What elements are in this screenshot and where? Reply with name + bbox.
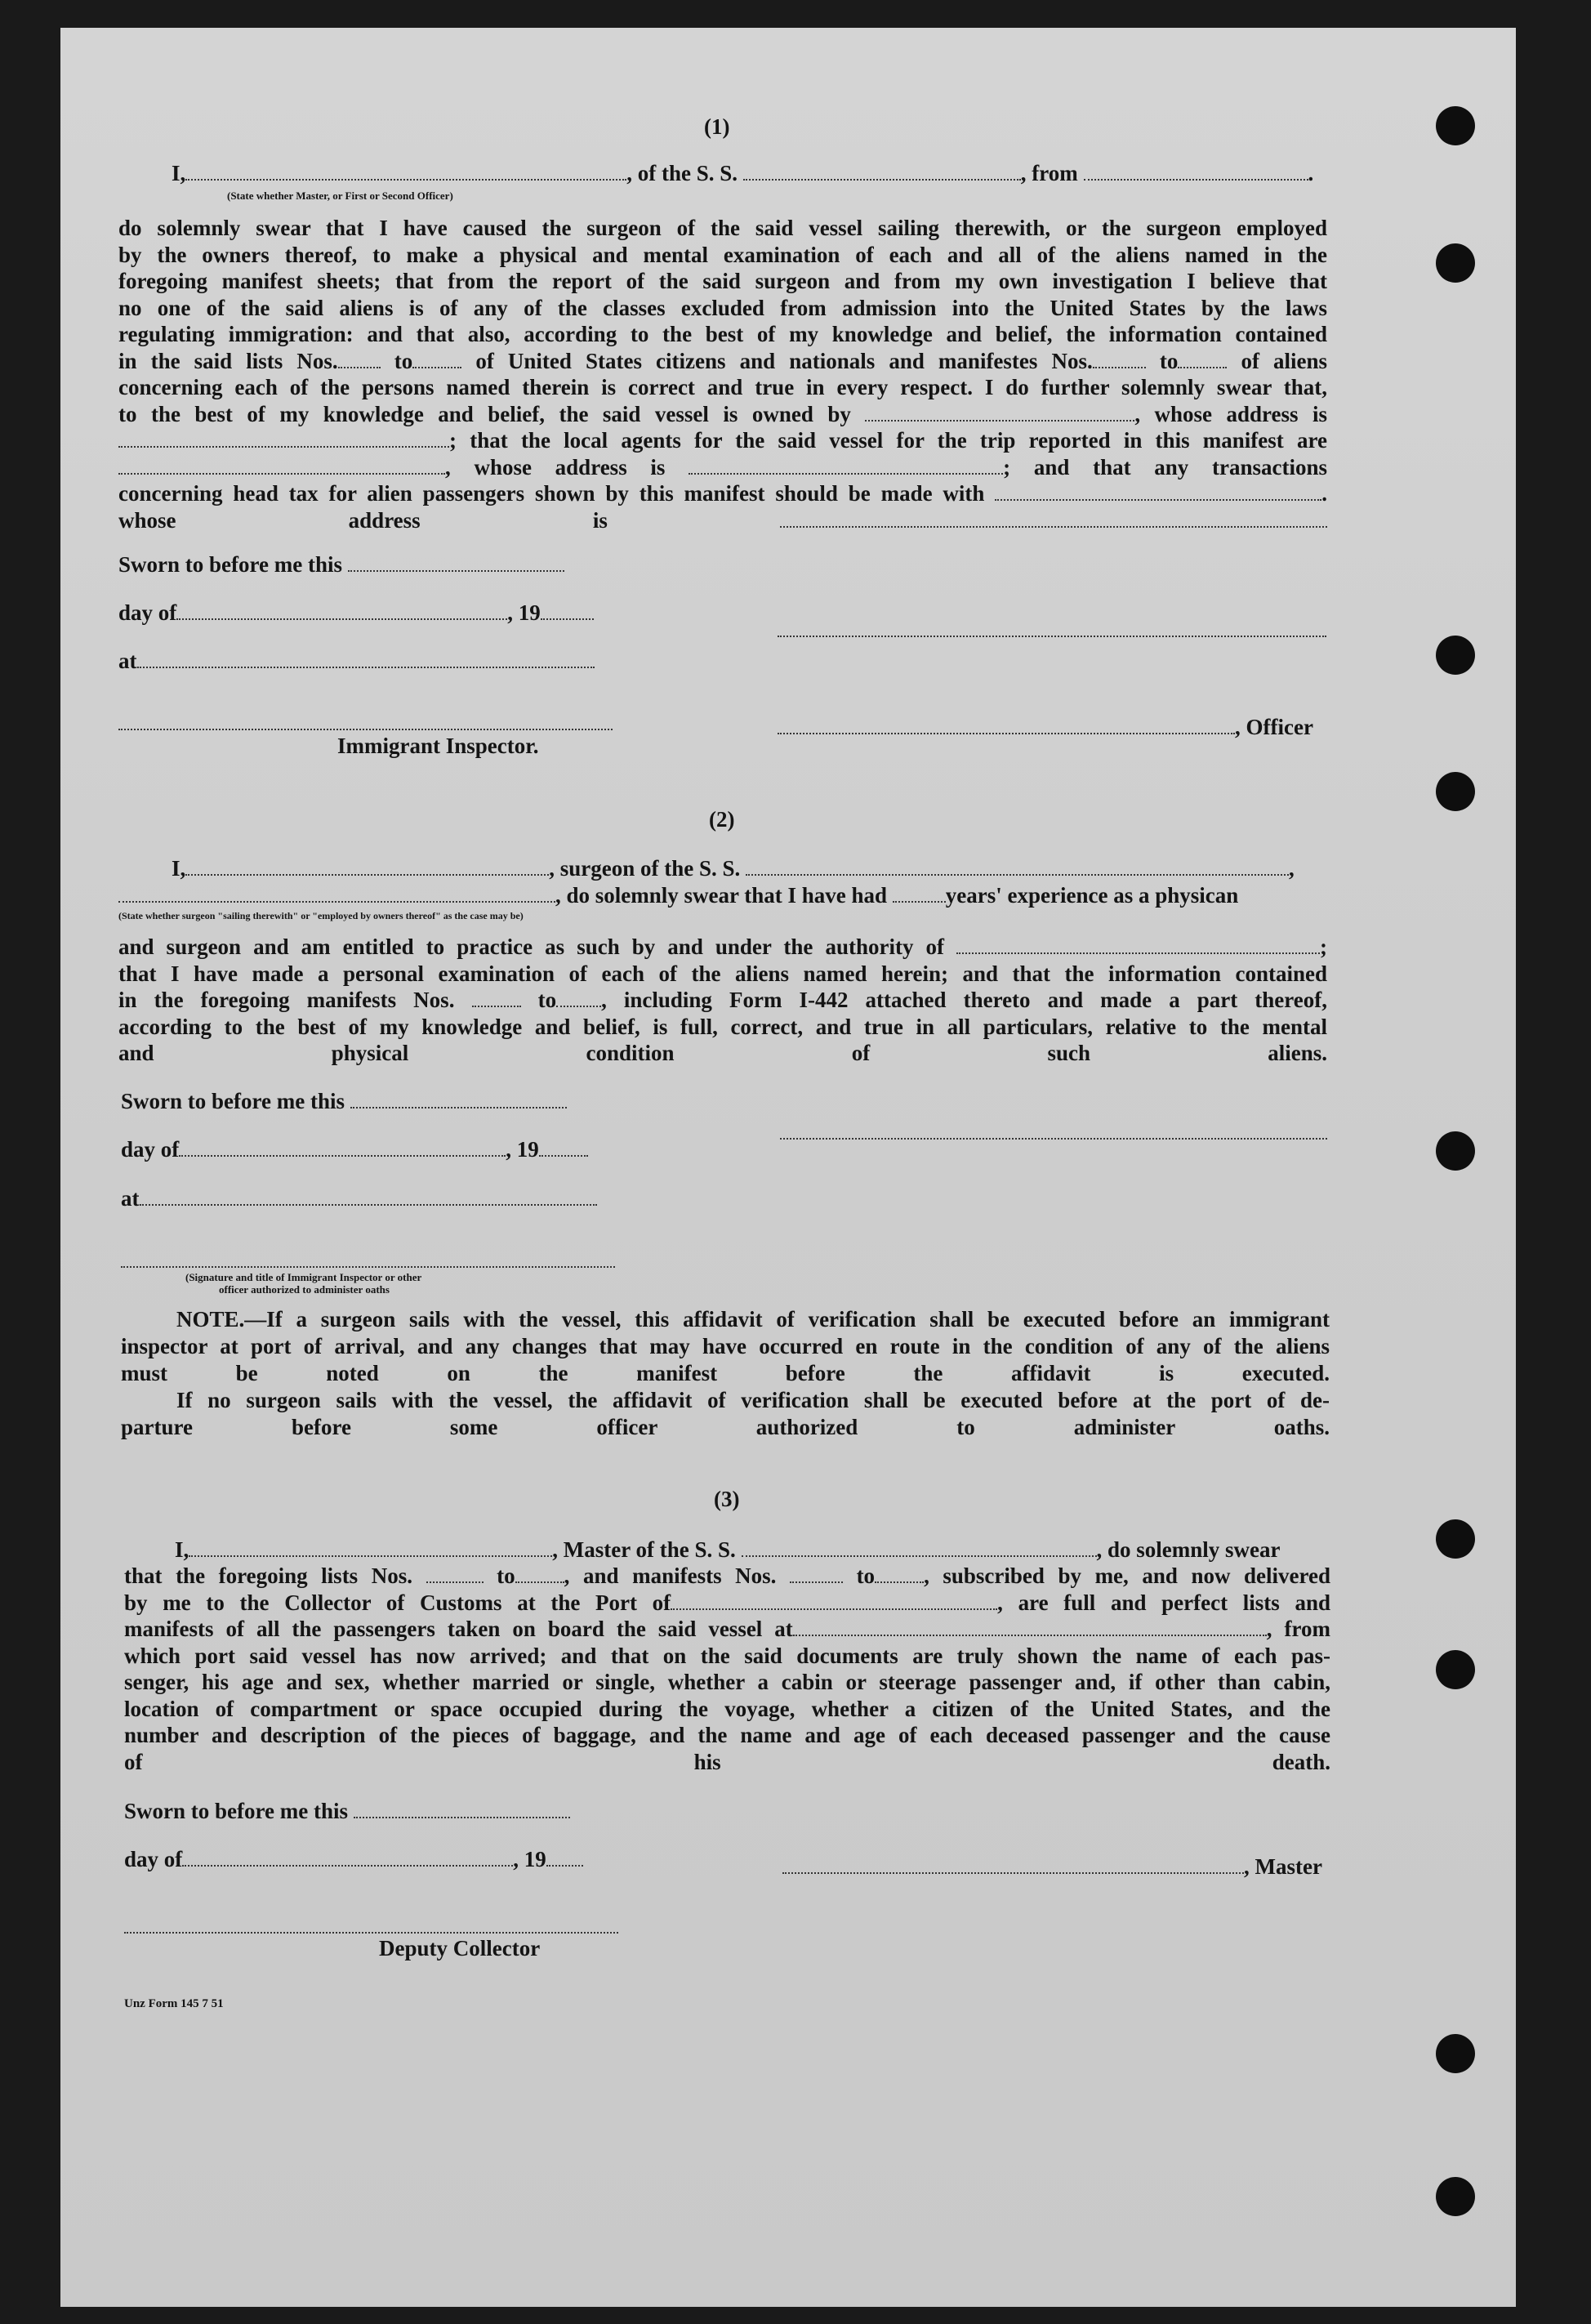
s2-manifests-to-field[interactable] — [556, 988, 601, 1007]
s3-swear-label: , do solemnly swear — [1096, 1537, 1281, 1562]
punch-hole — [1436, 1519, 1475, 1559]
s2-authority-field[interactable] — [956, 935, 1320, 954]
s2-at-field[interactable] — [140, 1186, 597, 1206]
s1-line8 — [118, 401, 1327, 428]
s2-paragraph — [118, 934, 1327, 1067]
s2-inspector-signature-line[interactable] — [121, 1266, 615, 1268]
s1-paragraph — [118, 215, 1327, 533]
s1-officer-signature-field[interactable] — [778, 715, 1235, 734]
s1-headtax-field[interactable] — [995, 481, 1321, 501]
s3-lists-label: that the foregoing lists Nos. — [124, 1563, 413, 1588]
s1-to-label: to — [394, 348, 413, 373]
s3-collector-signature-line[interactable] — [124, 1932, 618, 1934]
s1-citizens-label: of United States citizens and nationals and manifestes Nos. — [475, 348, 1093, 373]
s2-form-label: , including Form I-442 attached thereto and made a part thereof, — [601, 988, 1328, 1012]
s2-end: , — [1289, 856, 1295, 881]
s1-para-line: no one of the said aliens is of any of the classes excluded from admission into the United States by the laws — [118, 295, 1327, 320]
s1-line6 — [118, 348, 1327, 375]
section-1-number: (1) — [704, 114, 730, 139]
s2-note2-line: parture before some officer authorized to administer oaths. — [121, 1415, 1330, 1439]
s2-year-field[interactable] — [539, 1137, 588, 1157]
s1-officer-name-field[interactable] — [185, 161, 626, 181]
s1-to-label: to — [1159, 348, 1179, 373]
s2-i: I, — [172, 856, 186, 881]
s1-signature-line[interactable] — [778, 636, 1326, 637]
s1-line10 — [118, 454, 1327, 481]
s3-master-sign-label: , Master — [1244, 1854, 1322, 1879]
punch-hole — [1436, 636, 1475, 675]
s3-manifests-from-field[interactable] — [790, 1563, 843, 1583]
s3-taken-at-field[interactable] — [793, 1617, 1267, 1636]
s3-lists-perfect-label: , are full and perfect lists and — [997, 1590, 1330, 1615]
s3-year-field[interactable] — [546, 1847, 583, 1867]
s3-to-label: to — [497, 1563, 515, 1588]
s1-lists-from-field[interactable] — [338, 349, 381, 368]
punch-hole — [1436, 2034, 1475, 2073]
punch-hole — [1436, 772, 1475, 811]
s3-manifests-to-field[interactable] — [875, 1563, 924, 1583]
s3-sworn — [124, 1799, 570, 1824]
s3-master-signature-field[interactable] — [782, 1854, 1244, 1874]
s3-para-line: of his death. — [124, 1749, 1330, 1774]
s1-i: I, — [172, 161, 186, 185]
s2-sig-caption-2: officer authorized to administer oaths — [219, 1283, 390, 1296]
s1-officer-label: , Officer — [1235, 715, 1313, 739]
s1-headtax-label: concerning head tax for alien passengers shown by this manifest should be made with — [118, 481, 985, 506]
s1-owner-label: to the best of my knowledge and belief, the said vessel is owned by — [118, 401, 851, 426]
s2-manifests-label: in the foregoing manifests Nos. — [118, 988, 455, 1012]
s1-agents-address-label: , whose address is — [445, 454, 666, 480]
s3-port-label: by me to the Collector of Customs at the Port of — [124, 1590, 671, 1615]
s2-caption: (State whether surgeon "sailing therewith" or "employed by owners thereof" as the case may be) — [118, 910, 524, 921]
s3-day-of-label: day of — [124, 1847, 183, 1871]
s1-vessel-field[interactable] — [743, 161, 1021, 181]
s2-para-line: and physical condition of such aliens. — [118, 1041, 1327, 1065]
form-number: Unz Form 145 7 51 — [124, 1997, 224, 2010]
section-3-number: (3) — [714, 1487, 740, 1511]
punch-hole — [1436, 1650, 1475, 1689]
s1-sworn-label: Sworn to before me this — [118, 552, 342, 577]
s1-whose-address-label: whose address is — [118, 507, 608, 533]
s1-from-field[interactable] — [1084, 161, 1308, 181]
s2-note-line: inspector at port of arrival, and any changes that may have occurred en route in the condition of any of the aliens — [121, 1334, 1330, 1358]
s2-experience-label: years' experience as a physican — [945, 883, 1239, 908]
s1-para-line: concerning each of the persons named therein is correct and true in every respect. I do further solemnly swear that, — [118, 375, 1327, 399]
section-2-number: (2) — [709, 807, 735, 832]
s3-to-label: to — [856, 1563, 876, 1588]
s3-day-field[interactable] — [182, 1847, 513, 1867]
s3-paragraph — [124, 1563, 1330, 1775]
s1-agents-address-field[interactable] — [689, 455, 1003, 475]
s1-owner-address-field[interactable] — [118, 428, 449, 448]
s1-lists-label: in the said lists Nos. — [118, 348, 338, 373]
s3-line3 — [124, 1590, 1330, 1617]
s3-vessel-field[interactable] — [742, 1537, 1097, 1557]
s2-line5 — [118, 987, 1327, 1014]
s3-delivered-label: , subscribed by me, and now delivered — [924, 1563, 1331, 1588]
s3-collector-label: Deputy Collector — [379, 1936, 541, 1960]
s2-sworn-date-field[interactable] — [350, 1089, 567, 1108]
s3-manifests-label: , and manifests Nos. — [564, 1563, 777, 1588]
s1-line12 — [118, 507, 1327, 534]
s3-year-label: , 19 — [513, 1847, 546, 1871]
s1-agents-label: ; that the local agents for the said vessel for the trip reported in this manifest are — [449, 428, 1327, 453]
s1-manifests-to-field[interactable] — [1178, 349, 1227, 368]
s1-end: . — [1308, 161, 1314, 185]
s1-sworn — [118, 552, 564, 578]
s1-of-ss: , of the S. S. — [626, 161, 738, 185]
s1-day-field[interactable] — [176, 600, 507, 620]
s2-manifests-from-field[interactable] — [472, 988, 521, 1007]
s2-line3 — [118, 934, 1327, 961]
s3-master-label: , Master of the S. S. — [552, 1537, 736, 1562]
s1-para-line: by the owners thereof, to make a physical and mental examination of each and all of the aliens named in the — [118, 242, 1327, 267]
s1-para-line: foregoing manifest sheets; that from the report of the said surgeon and from my own investigation I believe that — [118, 269, 1327, 293]
s2-para-line: that I have made a personal examination of each of the aliens named herein; and that the information contained — [118, 961, 1327, 986]
s2-day — [121, 1137, 588, 1162]
s1-at — [118, 649, 595, 674]
s2-sailing-field[interactable] — [118, 883, 555, 903]
s3-lists-from-field[interactable] — [426, 1563, 484, 1583]
s3-from-label: , from — [1266, 1617, 1331, 1641]
s3-i: I, — [175, 1537, 189, 1562]
s1-from: , from — [1020, 161, 1078, 185]
s1-caption: (State whether Master, or First or Second Officer) — [227, 190, 453, 202]
s2-day-field[interactable] — [179, 1137, 506, 1157]
s2-sig-caption-1: (Signature and title of Immigrant Inspector or other — [185, 1271, 422, 1283]
s1-lists-to-field[interactable] — [412, 349, 461, 368]
s2-swear-label: , do solemnly swear that I have had — [555, 883, 888, 908]
s1-agents-field[interactable] — [118, 455, 445, 475]
s1-para-line: do solemnly swear that I have caused the surgeon of the said vessel sailing therewith, or the surgeon employed — [118, 216, 1327, 240]
s1-inspector-label: Immigrant Inspector. — [337, 734, 539, 758]
s2-year-label: , 19 — [506, 1137, 539, 1162]
s3-taken-label: manifests of all the passengers taken on board the said vessel at — [124, 1617, 793, 1641]
s1-day-of-label: day of — [118, 600, 177, 625]
punch-hole — [1436, 1131, 1475, 1171]
s2-note2-line: If no surgeon sails with the vessel, the affidavit of verification shall be executed before at the port of de- — [176, 1388, 1330, 1412]
s1-inspector-signature-line[interactable] — [118, 729, 613, 730]
s2-authority-label: and surgeon and am entitled to practice as such by and under the authority of — [118, 935, 944, 959]
s1-aliens-label: of aliens — [1241, 348, 1328, 373]
s2-to-label: to — [537, 988, 557, 1012]
s2-vessel-field[interactable] — [746, 856, 1289, 876]
s3-para-line: senger, his age and sex, whether married or single, whether a cabin or steerage passenger and, if other than cabin, — [124, 1670, 1330, 1694]
s3-para-line: location of compartment or space occupied during the voyage, whether a citizen of the United States, and the — [124, 1696, 1330, 1721]
s1-owner-address-label: , whose address is — [1134, 401, 1328, 426]
s3-master-name-field[interactable] — [189, 1537, 552, 1557]
s3-line1 — [175, 1537, 1281, 1563]
s3-lists-to-field[interactable] — [515, 1563, 564, 1583]
s3-para-line: which port said vessel has now arrived; and that on the said documents are truly shown the name of each pas- — [124, 1643, 1330, 1668]
s2-semicolon: ; — [1320, 935, 1327, 959]
s2-sworn — [121, 1089, 567, 1114]
s2-surgeon-name-field[interactable] — [185, 856, 549, 876]
s3-para-line: number and description of the pieces of baggage, and the name and age of each deceased passenger and the cause — [124, 1723, 1330, 1747]
s2-day-of-label: day of — [121, 1137, 180, 1162]
s2-note-line: must be noted on the manifest before the affidavit is executed. — [121, 1361, 1330, 1385]
s1-para-line: regulating immigration: and that also, according to the best of my knowledge and belief, the information contained — [118, 322, 1327, 346]
s1-year-field[interactable] — [541, 600, 594, 620]
punch-hole — [1436, 243, 1475, 283]
s2-para-line: according to the best of my knowledge and belief, is full, correct, and true in all particulars, relative to the mental — [118, 1014, 1327, 1039]
s1-at-label: at — [118, 649, 137, 673]
s3-master-row — [782, 1854, 1322, 1880]
s2-sworn-label: Sworn to before me this — [121, 1089, 345, 1113]
s1-headtax-address-field[interactable] — [780, 508, 1327, 528]
s2-at-label: at — [121, 1186, 140, 1211]
s3-line4 — [124, 1616, 1330, 1643]
s1-line11: concerning head tax for alien passengers shown by this manifest should be made with . — [118, 481, 1327, 506]
s2-line2 — [118, 883, 1238, 908]
s2-note-line: NOTE.—If a surgeon sails with the vessel, this affidavit of verification shall be executed before an immigrant — [176, 1307, 1330, 1332]
s1-line9 — [118, 427, 1327, 454]
s2-years-field[interactable] — [893, 883, 946, 903]
s1-owner-field[interactable] — [865, 402, 1134, 422]
s1-line1 — [172, 161, 1313, 186]
punch-hole — [1436, 2177, 1475, 2216]
s2-line1 — [172, 856, 1295, 881]
s1-manifests-from-field[interactable] — [1093, 349, 1146, 368]
s3-sworn-label: Sworn to before me this — [124, 1799, 348, 1823]
s1-day — [118, 600, 594, 626]
s3-line2 — [124, 1563, 1330, 1590]
s3-sworn-date-field[interactable] — [354, 1799, 570, 1818]
s1-year-label: , 19 — [507, 600, 541, 625]
s3-port-field[interactable] — [671, 1590, 997, 1610]
s2-surgeon-label: , surgeon of the S. S. — [549, 856, 741, 881]
s2-at — [121, 1186, 597, 1211]
s1-officer-row — [778, 715, 1313, 740]
punch-hole — [1436, 106, 1475, 145]
s2-surgeon-signature-line[interactable] — [780, 1138, 1327, 1140]
s2-note — [121, 1306, 1330, 1441]
s3-day — [124, 1847, 583, 1872]
s1-sworn-date-field[interactable] — [348, 552, 564, 572]
s1-at-field[interactable] — [137, 649, 595, 668]
s1-transactions-label: ; and that any transactions — [1003, 454, 1328, 480]
